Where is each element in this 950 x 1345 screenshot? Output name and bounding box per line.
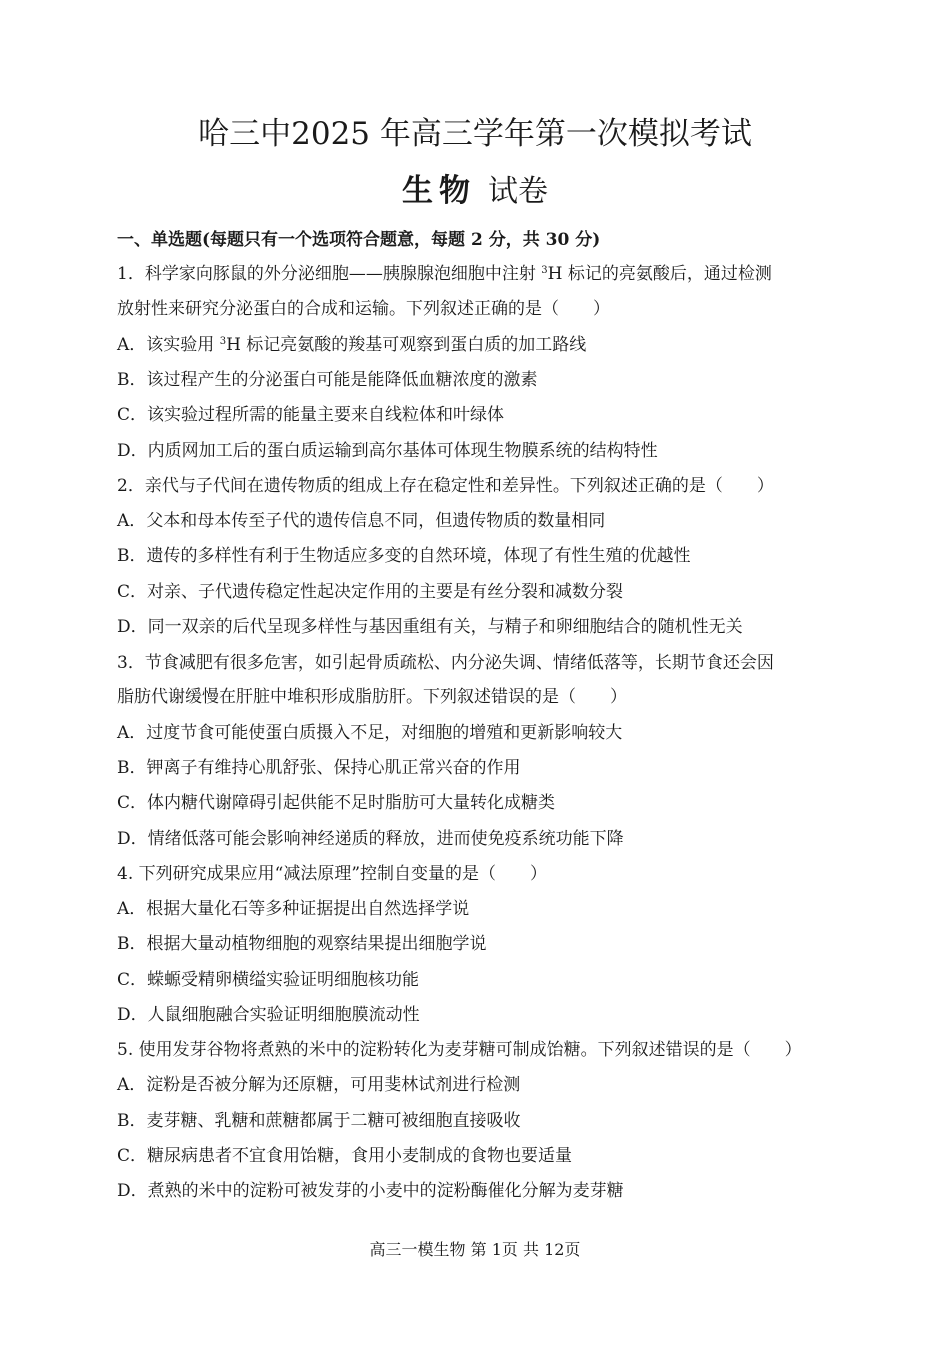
question-2-option-a: A．父本和母本传至子代的遗传信息不同，但遗传物质的数量相同 <box>117 511 606 531</box>
paper-type: 试卷 <box>488 174 548 209</box>
q1-option-a-text-b: H 标记亮氨酸的羧基可观察到蛋白质的加工路线 <box>226 335 587 355</box>
question-3-option-d: D．情绪低落可能会影响神经递质的释放，进而使免疫系统功能下降 <box>117 829 624 849</box>
page-footer: 高三一模生物 第 1页 共 12页 <box>369 1240 581 1259</box>
exam-subtitle <box>0 168 950 219</box>
section-heading: 一、单选题(每题只有一个选项符合题意，每题 2 分，共 30 分) <box>117 230 601 250</box>
q1-stem-superscript: 3 <box>541 265 548 276</box>
question-3-option-c: C．体内糖代谢障碍引起供能不足时脂肪可大量转化成糖类 <box>117 793 556 813</box>
question-2-option-c: C．对亲、子代遗传稳定性起决定作用的主要是有丝分裂和减数分裂 <box>117 582 624 602</box>
question-2-stem: 2．亲代与子代间在遗传物质的组成上存在稳定性和差异性。下列叙述正确的是（ ） <box>117 476 774 496</box>
question-5-option-a: A．淀粉是否被分解为还原糖，可用斐林试剂进行检测 <box>117 1075 521 1095</box>
question-4-stem: 4. 下列研究成果应用“减法原理”控制自变量的是（ ） <box>117 864 548 884</box>
question-3-stem-line-2: 脂肪代谢缓慢在肝脏中堆积形成脂肪肝。下列叙述错误的是（ ） <box>117 687 627 707</box>
exam-title: 哈三中2025 年高三学年第一次模拟考试 <box>198 116 752 152</box>
question-5-option-d: D．煮熟的米中的淀粉可被发芽的小麦中的淀粉酶催化分解为麦芽糖 <box>117 1181 624 1201</box>
q1-option-a-text-a: A．该实验用 <box>117 335 220 355</box>
question-4-option-c: C．蝾螈受精卵横缢实验证明细胞核功能 <box>117 970 420 990</box>
question-1-stem-line-2: 放射性来研究分泌蛋白的合成和运输。下列叙述正确的是（ ） <box>117 299 610 319</box>
q1-option-a-superscript: 3 <box>219 336 227 347</box>
question-1-option-b: B．该过程产生的分泌蛋白可能是能降低血糖浓度的激素 <box>117 370 538 390</box>
question-3-stem-line-1: 3．节食减肥有很多危害，如引起骨质疏松、内分泌失调、情绪低落等，长期节食还会因 <box>117 653 774 673</box>
question-1-option-c: C．该实验过程所需的能量主要来自线粒体和叶绿体 <box>117 405 505 425</box>
question-1-option-d: D．内质网加工后的蛋白质运输到高尔基体可体现生物膜系统的结构特性 <box>117 441 658 461</box>
question-5-option-c: C．糖尿病患者不宜食用饴糖，食用小麦制成的食物也要适量 <box>117 1146 573 1166</box>
question-4-option-a: A．根据大量化石等多种证据提出自然选择学说 <box>117 899 470 919</box>
question-3-option-a: A．过度节食可能使蛋白质摄入不足，对细胞的增殖和更新影响较大 <box>117 723 623 743</box>
question-4-option-d: D．人鼠细胞融合实验证明细胞膜流动性 <box>117 1005 420 1025</box>
question-2-option-d: D．同一双亲的后代呈现多样性与基因重组有关，与精子和卵细胞结合的随机性无关 <box>117 617 743 637</box>
q1-stem-text-b: H 标记的亮氨酸后，通过检测 <box>547 264 772 284</box>
question-2-option-b: B．遗传的多样性有利于生物适应多变的自然环境，体现了有性生殖的优越性 <box>117 546 691 566</box>
question-1-option-a <box>117 332 586 358</box>
question-1-stem-line-1 <box>117 261 772 287</box>
question-3-option-b: B．钾离子有维持心肌舒张、保持心肌正常兴奋的作用 <box>117 758 521 778</box>
question-5-stem: 5. 使用发芽谷物将煮熟的米中的淀粉转化为麦芽糖可制成饴糖。下列叙述错误的是（ ） <box>117 1040 802 1060</box>
question-4-option-b: B．根据大量动植物细胞的观察结果提出细胞学说 <box>117 934 487 954</box>
subject-name: 生物 <box>402 173 476 209</box>
q1-stem-text-a: 1．科学家向豚鼠的外分泌细胞——胰腺腺泡细胞中注射 <box>117 264 542 284</box>
question-5-option-b: B．麦芽糖、乳糖和蔗糖都属于二糖可被细胞直接吸收 <box>117 1111 521 1131</box>
